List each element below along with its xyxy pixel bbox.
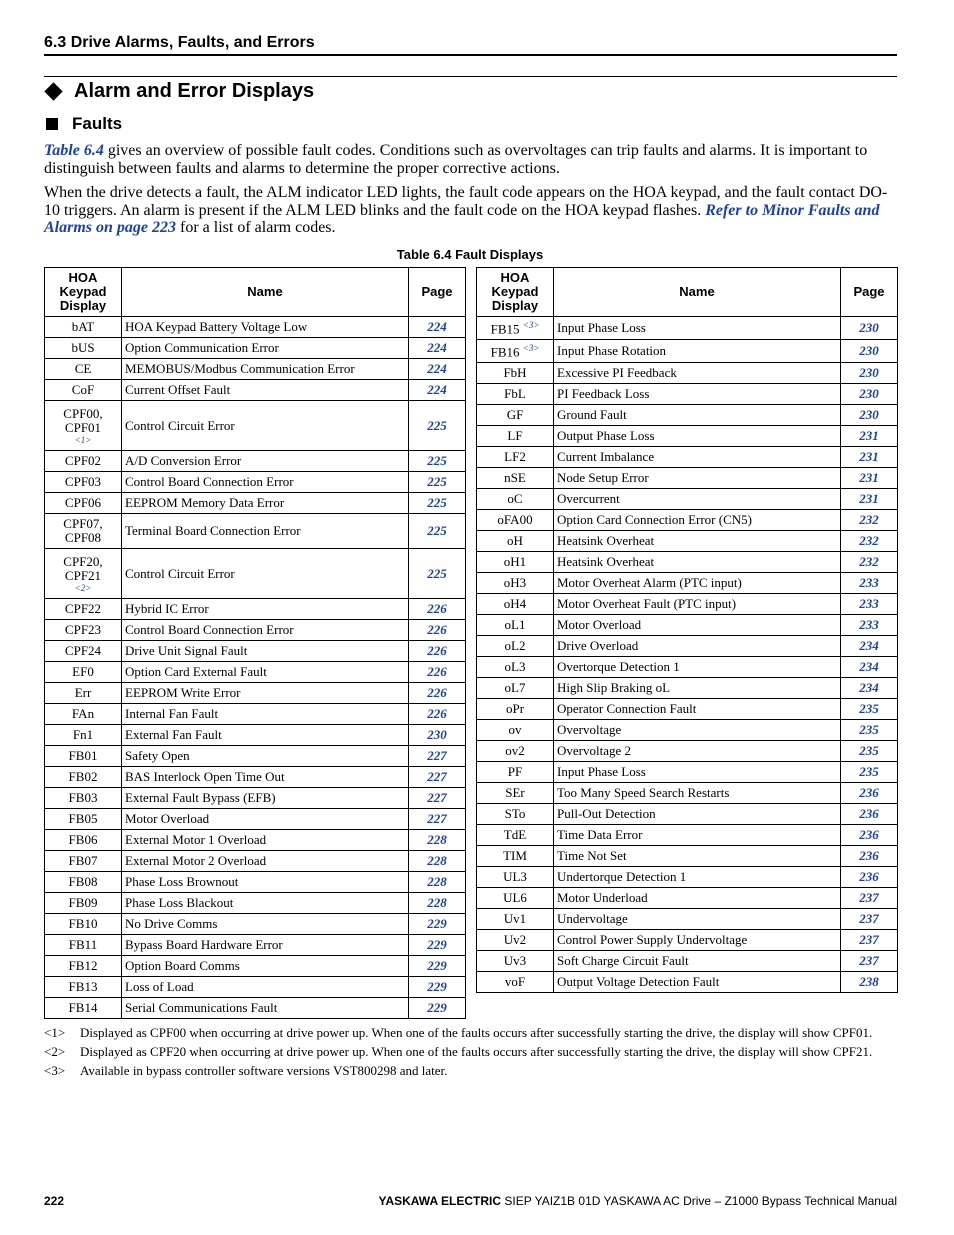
table-row — [45, 317, 466, 338]
fault-name: Ground Fault — [554, 405, 841, 426]
fault-name: Soft Charge Circuit Fault — [554, 951, 841, 972]
fault-name: Node Setup Error — [554, 468, 841, 489]
fault-name: Serial Communications Fault — [122, 998, 409, 1019]
heading-alarm-error-displays — [44, 80, 314, 103]
table-row — [45, 746, 466, 767]
table-row — [45, 549, 466, 599]
fault-code: CPF06 — [45, 493, 122, 514]
fault-name: Safety Open — [122, 746, 409, 767]
fault-code: GF — [477, 405, 554, 426]
fault-table-left — [44, 267, 466, 1019]
table-row — [477, 972, 898, 993]
footer-manual: SIEP YAIZ1B 01D YASKAWA AC Drive – Z1000 Bypass Technical Manual — [501, 1194, 897, 1208]
fault-name: Option Board Comms — [122, 956, 409, 977]
footnote-3 — [44, 1062, 900, 1079]
page-link[interactable]: 231 — [841, 489, 898, 510]
page-link[interactable]: 237 — [841, 888, 898, 909]
table-6-4-link[interactable]: Table 6.4 — [44, 142, 104, 159]
page-link[interactable]: 231 — [841, 447, 898, 468]
footnotes — [44, 1024, 900, 1081]
fault-name: Heatsink Overheat — [554, 552, 841, 573]
fault-code: oFA00 — [477, 510, 554, 531]
page-link[interactable]: 234 — [841, 657, 898, 678]
fault-name: Too Many Speed Search Restarts — [554, 783, 841, 804]
page-link[interactable]: 230 — [841, 340, 898, 363]
fault-name: Time Not Set — [554, 846, 841, 867]
table-row — [45, 380, 466, 401]
page-link[interactable]: 231 — [841, 468, 898, 489]
page-link[interactable]: 233 — [841, 573, 898, 594]
fault-code: oH4 — [477, 594, 554, 615]
fault-code: ov — [477, 720, 554, 741]
fault-name: Motor Overheat Alarm (PTC input) — [554, 573, 841, 594]
fault-code: CPF24 — [45, 641, 122, 662]
fault-name: PI Feedback Loss — [554, 384, 841, 405]
table-row — [477, 615, 898, 636]
page-link[interactable]: 234 — [841, 636, 898, 657]
table-row — [477, 720, 898, 741]
heading2-text: Alarm and Error Displays — [74, 80, 315, 102]
table-row — [45, 872, 466, 893]
page-link[interactable]: 225 — [409, 451, 466, 472]
fault-code: FB01 — [45, 746, 122, 767]
fault-name: Overvoltage — [554, 720, 841, 741]
fault-code: CPF23 — [45, 620, 122, 641]
table-row — [45, 893, 466, 914]
detection-text: When the drive detects a fault, the ALM indicator LED lights, the fault code appears on the HOA keypad, and the fault contact DO-10 triggers. An alarm is present if the ALM LED blinks and the fault code on the HOA keypad flashes. — [44, 184, 888, 219]
fault-code: nSE — [477, 468, 554, 489]
col-header-display: HOA Keypad Display — [477, 268, 554, 317]
page-link[interactable]: 235 — [841, 762, 898, 783]
fault-code: oH1 — [477, 552, 554, 573]
fault-name: Input Phase Loss — [554, 762, 841, 783]
page-link[interactable]: 224 — [409, 380, 466, 401]
col-header-page: Page — [841, 268, 898, 317]
section-rule — [44, 76, 897, 77]
page-link[interactable]: 233 — [841, 594, 898, 615]
page-link[interactable]: 228 — [409, 893, 466, 914]
table-row — [45, 401, 466, 451]
table-header-row — [45, 268, 466, 317]
fault-code: oL3 — [477, 657, 554, 678]
table-row — [45, 725, 466, 746]
page-link[interactable]: 225 — [409, 472, 466, 493]
page-link[interactable]: 238 — [841, 972, 898, 993]
fault-code: FB16 $^{<3>}$ — [477, 340, 554, 363]
page-link[interactable]: 226 — [409, 599, 466, 620]
fault-code: FB06 — [45, 830, 122, 851]
page-link[interactable]: 227 — [409, 767, 466, 788]
fault-name: Undertorque Detection 1 — [554, 867, 841, 888]
page-link[interactable]: 227 — [409, 809, 466, 830]
fault-name: External Fan Fault — [122, 725, 409, 746]
detection-tail: for a list of alarm codes. — [176, 219, 336, 236]
fault-code: Err — [45, 683, 122, 704]
fault-name: Input Phase Loss — [554, 317, 841, 340]
fault-code: UL3 — [477, 867, 554, 888]
page-number: 222 — [44, 1194, 65, 1208]
page-link[interactable]: 236 — [841, 825, 898, 846]
fault-code: FB10 — [45, 914, 122, 935]
fault-code: TIM — [477, 846, 554, 867]
page-link[interactable]: 224 — [409, 338, 466, 359]
fault-code: FB14 — [45, 998, 122, 1019]
table-row — [45, 977, 466, 998]
page-link[interactable]: 237 — [841, 951, 898, 972]
fault-code: FbH — [477, 363, 554, 384]
fault-name: Motor Overload — [554, 615, 841, 636]
fault-name: EEPROM Write Error — [122, 683, 409, 704]
fault-name: Time Data Error — [554, 825, 841, 846]
fault-name: Overvoltage 2 — [554, 741, 841, 762]
footnote-2 — [44, 1043, 900, 1060]
table-row — [477, 531, 898, 552]
detection-paragraph — [44, 184, 900, 237]
table-row — [45, 809, 466, 830]
fault-code: UL6 — [477, 888, 554, 909]
table-row — [477, 489, 898, 510]
fault-name: Motor Overload — [122, 809, 409, 830]
fault-code: EF0 — [45, 662, 122, 683]
page-link[interactable]: 231 — [841, 426, 898, 447]
page-link[interactable]: 225 — [409, 514, 466, 549]
page-link[interactable]: 232 — [841, 531, 898, 552]
table-row — [45, 956, 466, 977]
page-link[interactable]: 235 — [841, 741, 898, 762]
table-row — [477, 573, 898, 594]
footnote-1 — [44, 1024, 900, 1041]
page-link[interactable]: 235 — [841, 699, 898, 720]
fault-code: STo — [477, 804, 554, 825]
fault-code: bUS — [45, 338, 122, 359]
table-row — [45, 641, 466, 662]
table-caption: Table 6.4 Fault Displays — [396, 247, 544, 262]
col-header-name: Name — [122, 268, 409, 317]
page-link[interactable]: 229 — [409, 956, 466, 977]
fault-code: Fn1 — [45, 725, 122, 746]
fault-code: FB15 $^{<3>}$ — [477, 317, 554, 340]
fault-code: CPF00, CPF01 <1> — [45, 401, 122, 451]
fault-name: Option Card External Fault — [122, 662, 409, 683]
page-link[interactable]: 226 — [409, 620, 466, 641]
page-link[interactable]: 229 — [409, 914, 466, 935]
table-row — [45, 935, 466, 956]
page-link[interactable]: 234 — [841, 678, 898, 699]
table-row — [477, 909, 898, 930]
fault-code: CPF02 — [45, 451, 122, 472]
footnote-key: <1> — [44, 1025, 66, 1040]
footer-brand: YASKAWA ELECTRIC — [378, 1194, 502, 1208]
footnote-ref[interactable]: <1> — [74, 434, 92, 445]
fault-name: Current Offset Fault — [122, 380, 409, 401]
table-row — [45, 851, 466, 872]
fault-code: voF — [477, 972, 554, 993]
section-header: 6.3 Drive Alarms, Faults, and Errors — [44, 34, 315, 51]
footnote-ref[interactable]: <3> — [522, 342, 540, 353]
page-link[interactable]: 225 — [409, 401, 466, 451]
page-link[interactable]: 226 — [409, 683, 466, 704]
page-link[interactable]: 230 — [841, 363, 898, 384]
table-row — [477, 867, 898, 888]
page-link[interactable]: 228 — [409, 872, 466, 893]
table-row — [45, 451, 466, 472]
fault-name: EEPROM Memory Data Error — [122, 493, 409, 514]
fault-name: Output Phase Loss — [554, 426, 841, 447]
fault-name: A/D Conversion Error — [122, 451, 409, 472]
page-link[interactable]: 230 — [841, 384, 898, 405]
fault-name: Excessive PI Feedback — [554, 363, 841, 384]
fault-name: External Motor 1 Overload — [122, 830, 409, 851]
fault-name: No Drive Comms — [122, 914, 409, 935]
page-link[interactable]: 225 — [409, 493, 466, 514]
fault-code: Uv2 — [477, 930, 554, 951]
page-link[interactable]: 236 — [841, 804, 898, 825]
page-link[interactable]: 232 — [841, 510, 898, 531]
table-row — [45, 493, 466, 514]
table-row — [477, 405, 898, 426]
fault-name: Motor Overheat Fault (PTC input) — [554, 594, 841, 615]
fault-name: Current Imbalance — [554, 447, 841, 468]
page-link[interactable]: 227 — [409, 788, 466, 809]
footnote-key: <2> — [44, 1044, 66, 1059]
footer-title — [379, 1194, 897, 1208]
footnote-ref[interactable]: <3> — [522, 319, 540, 330]
fault-name: Operator Connection Fault — [554, 699, 841, 720]
page-link[interactable]: 229 — [409, 977, 466, 998]
table-row — [477, 930, 898, 951]
fault-name: BAS Interlock Open Time Out — [122, 767, 409, 788]
fault-name: External Fault Bypass (EFB) — [122, 788, 409, 809]
fault-code: oH3 — [477, 573, 554, 594]
footnote-text: Displayed as CPF20 when occurring at drive power up. When one of the faults occurs after successfully starting the drive, the display will show CPF21. — [80, 1044, 873, 1059]
fault-name: Pull-Out Detection — [554, 804, 841, 825]
page-link[interactable]: 224 — [409, 359, 466, 380]
table-row — [477, 699, 898, 720]
fault-name: External Motor 2 Overload — [122, 851, 409, 872]
fault-code: FB12 — [45, 956, 122, 977]
table-row — [45, 767, 466, 788]
fault-code: bAT — [45, 317, 122, 338]
table-row — [477, 657, 898, 678]
table-row — [45, 472, 466, 493]
fault-code: FB09 — [45, 893, 122, 914]
col-header-name: Name — [554, 268, 841, 317]
table-row — [477, 825, 898, 846]
page-link[interactable]: 233 — [841, 615, 898, 636]
table-row — [45, 914, 466, 935]
fault-code: CPF07, CPF08 — [45, 514, 122, 549]
table-row — [45, 514, 466, 549]
table-row — [477, 426, 898, 447]
fault-code: Uv3 — [477, 951, 554, 972]
fault-code: FbL — [477, 384, 554, 405]
fault-name: Heatsink Overheat — [554, 531, 841, 552]
table-row — [477, 783, 898, 804]
page-link[interactable]: 235 — [841, 720, 898, 741]
fault-code: FB07 — [45, 851, 122, 872]
fault-code: LF2 — [477, 447, 554, 468]
table-row — [477, 552, 898, 573]
table-row — [477, 447, 898, 468]
table-row — [477, 384, 898, 405]
heading3-text: Faults — [72, 114, 123, 133]
table-row — [477, 340, 898, 363]
table-row — [477, 636, 898, 657]
intro-text: gives an overview of possible fault codes. Conditions such as overvoltages can trip faults and alarms. It is important to distinguish between faults and alarms to determine the proper corrective actions. — [44, 142, 868, 177]
fault-code: CE — [45, 359, 122, 380]
fault-code: FB13 — [45, 977, 122, 998]
fault-code: FB02 — [45, 767, 122, 788]
table-row — [477, 594, 898, 615]
fault-code: CPF20, CPF21 <2> — [45, 549, 122, 599]
fault-name: Control Power Supply Undervoltage — [554, 930, 841, 951]
fault-table-right — [476, 267, 898, 993]
fault-name: Control Board Connection Error — [122, 472, 409, 493]
page-link[interactable]: 236 — [841, 846, 898, 867]
fault-name: Drive Overload — [554, 636, 841, 657]
table-row — [477, 888, 898, 909]
fault-code: FB08 — [45, 872, 122, 893]
fault-name: Phase Loss Blackout — [122, 893, 409, 914]
fault-name: Output Voltage Detection Fault — [554, 972, 841, 993]
header-rule — [44, 54, 897, 56]
table-row — [477, 762, 898, 783]
fault-name: MEMOBUS/Modbus Communication Error — [122, 359, 409, 380]
table-row — [477, 317, 898, 340]
fault-code: oL2 — [477, 636, 554, 657]
fault-name: Input Phase Rotation — [554, 340, 841, 363]
footnote-ref[interactable]: <2> — [74, 582, 92, 593]
fault-name: Overcurrent — [554, 489, 841, 510]
col-header-display: HOA Keypad Display — [45, 268, 122, 317]
fault-code: LF — [477, 426, 554, 447]
page-link[interactable]: 226 — [409, 704, 466, 725]
table-row — [477, 678, 898, 699]
table-row — [45, 704, 466, 725]
fault-code: FAn — [45, 704, 122, 725]
page-link[interactable]: 236 — [841, 783, 898, 804]
page-link[interactable]: 229 — [409, 998, 466, 1019]
fault-code: FB11 — [45, 935, 122, 956]
fault-name: Option Communication Error — [122, 338, 409, 359]
fault-code: oPr — [477, 699, 554, 720]
fault-code: ov2 — [477, 741, 554, 762]
page-link[interactable]: 224 — [409, 317, 466, 338]
table-row — [45, 359, 466, 380]
table-row — [45, 599, 466, 620]
fault-code: TdE — [477, 825, 554, 846]
fault-name: Control Circuit Error — [122, 401, 409, 451]
table-row — [45, 788, 466, 809]
square-bullet-icon — [46, 118, 58, 130]
fault-code: FB05 — [45, 809, 122, 830]
page-link[interactable]: 226 — [409, 662, 466, 683]
table-row — [45, 338, 466, 359]
page-link[interactable]: 230 — [841, 317, 898, 340]
table-row — [45, 830, 466, 851]
page-link[interactable]: 229 — [409, 935, 466, 956]
table-row — [477, 951, 898, 972]
minor-faults-link[interactable]: Refer to Minor Faults and Alarms on page 223 — [44, 201, 880, 236]
fault-name: Internal Fan Fault — [122, 704, 409, 725]
fault-name: Control Circuit Error — [122, 549, 409, 599]
fault-name: Loss of Load — [122, 977, 409, 998]
fault-code: oL1 — [477, 615, 554, 636]
fault-name: Hybrid IC Error — [122, 599, 409, 620]
fault-name: Option Card Connection Error (CN5) — [554, 510, 841, 531]
table-row — [45, 620, 466, 641]
footnote-key: <3> — [44, 1063, 66, 1078]
fault-code: FB03 — [45, 788, 122, 809]
page-link[interactable]: 228 — [409, 851, 466, 872]
page-link[interactable]: 237 — [841, 909, 898, 930]
page-link[interactable]: 230 — [841, 405, 898, 426]
footnote-text: Displayed as CPF00 when occurring at drive power up. When one of the faults occurs after successfully starting the drive, the display will show CPF01. — [80, 1025, 873, 1040]
fault-code: Uv1 — [477, 909, 554, 930]
footnote-text: Available in bypass controller software versions VST800298 and later. — [80, 1063, 448, 1078]
table-row — [477, 846, 898, 867]
page-link[interactable]: 237 — [841, 930, 898, 951]
table-row — [45, 998, 466, 1019]
page-link[interactable]: 225 — [409, 549, 466, 599]
fault-name: Bypass Board Hardware Error — [122, 935, 409, 956]
table-header-row — [477, 268, 898, 317]
fault-name: HOA Keypad Battery Voltage Low — [122, 317, 409, 338]
page-link[interactable]: 227 — [409, 746, 466, 767]
diamond-bullet-icon — [44, 82, 62, 100]
page-link[interactable]: 236 — [841, 867, 898, 888]
intro-paragraph — [44, 142, 900, 177]
fault-name: Undervoltage — [554, 909, 841, 930]
page-link[interactable]: 226 — [409, 641, 466, 662]
table-row — [477, 804, 898, 825]
fault-name: Motor Underload — [554, 888, 841, 909]
fault-code: PF — [477, 762, 554, 783]
table-row — [477, 468, 898, 489]
fault-name: Drive Unit Signal Fault — [122, 641, 409, 662]
table-row — [477, 363, 898, 384]
page-link[interactable]: 228 — [409, 830, 466, 851]
fault-name: Phase Loss Brownout — [122, 872, 409, 893]
fault-code: CPF03 — [45, 472, 122, 493]
fault-code: oL7 — [477, 678, 554, 699]
fault-code: oH — [477, 531, 554, 552]
page-link[interactable]: 232 — [841, 552, 898, 573]
fault-name: Control Board Connection Error — [122, 620, 409, 641]
table-row — [477, 510, 898, 531]
page-link[interactable]: 230 — [409, 725, 466, 746]
table-row — [45, 683, 466, 704]
fault-name: Overtorque Detection 1 — [554, 657, 841, 678]
fault-code: oC — [477, 489, 554, 510]
fault-code: SEr — [477, 783, 554, 804]
fault-name: High Slip Braking oL — [554, 678, 841, 699]
fault-code: CPF22 — [45, 599, 122, 620]
heading-faults — [44, 114, 122, 134]
table-row — [45, 662, 466, 683]
col-header-page: Page — [409, 268, 466, 317]
table-row — [477, 741, 898, 762]
fault-code: CoF — [45, 380, 122, 401]
fault-name: Terminal Board Connection Error — [122, 514, 409, 549]
